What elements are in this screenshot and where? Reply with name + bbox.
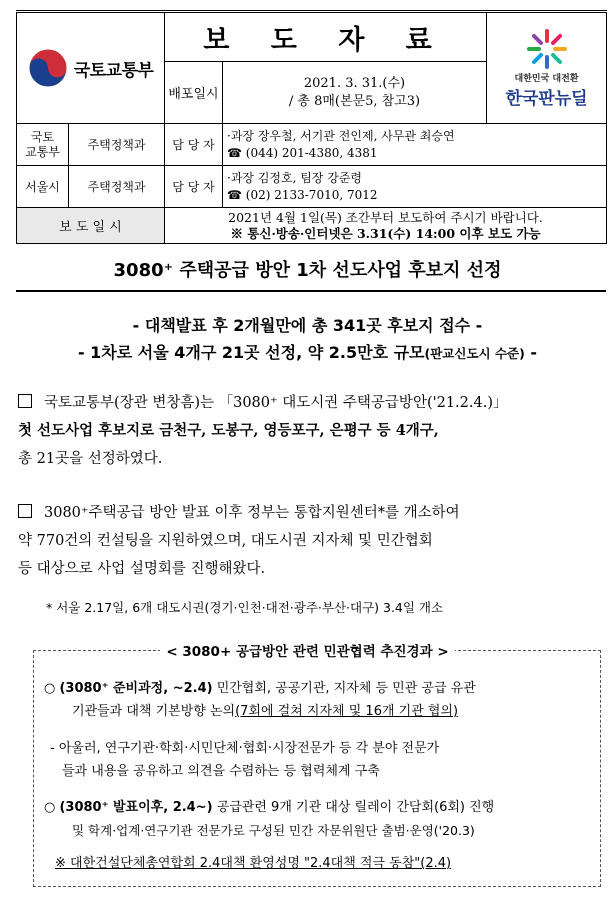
release-date: 2021. 3. 31.(수) <box>303 75 406 91</box>
paragraph-1-line-2: 첫 선도사업 후보지로 금천구, 도봉구, 영등포구, 은평구 등 4개구, <box>18 422 439 439</box>
ministry-logo-cell <box>17 12 165 124</box>
title-divider <box>16 290 606 292</box>
embargo-label: 보 도 일 시 <box>17 208 165 244</box>
new-deal-logo-icon <box>525 27 569 71</box>
contact-names-1: ·과장 장우철, 서기관 전인제, 사무관 최승연 <box>227 128 455 143</box>
release-date-cell <box>223 62 487 124</box>
contact-org-2: 서울시 <box>17 166 69 208</box>
contact-phone-1: ☎ (044) 201-4380, 4381 <box>227 145 378 160</box>
contact-dept-1: 주택정책과 <box>69 124 165 166</box>
contact-info-2 <box>223 166 607 208</box>
subtitle-2-main: - 1차로 서울 4개구 21곳 선정, 약 2.5만호 규모 <box>77 343 425 362</box>
embargo-line-1: 2021년 4월 1일(목) 조간부터 보도하여 주시기 바랍니다. <box>228 209 543 225</box>
brand-title: 한국판뉴딜 <box>505 89 588 109</box>
box-item-2-line-1: - 아울러, 연구기관·학회·시민단체·협회·시장전문가 등 각 분야 전문가 <box>50 741 440 756</box>
header-table <box>16 10 607 244</box>
paragraph-1-line-3: 총 21곳을 선정하였다. <box>18 451 163 467</box>
box-item-1-line-2 <box>44 700 594 723</box>
contact-phone-2: ☎ (02) 2133-7010, 7012 <box>227 187 378 202</box>
page-count: / 총 8매(본문5, 참고3) <box>288 93 421 109</box>
government-emblem-icon <box>28 48 68 88</box>
main-title: 3080⁺ 주택공급 방안 1차 선도사업 후보지 선정 <box>113 260 502 281</box>
box-item-3-text-a: 공급관련 9개 기관 대상 릴레이 간담회(6회) 진행 <box>212 800 495 815</box>
box-item-3-line-1 <box>44 796 594 819</box>
release-label: 배포일시 <box>165 62 223 124</box>
paragraph-2-line-2: 약 770건의 컨설팅을 지원하였으며, 대도시권 지자체 및 민간협회 <box>18 533 433 549</box>
brand-subtitle: 대한민국 대전환 <box>514 74 579 84</box>
box-item-1-text-b: 기관들과 대책 기본방향 논의 <box>72 704 236 719</box>
subtitle-2-note: (판교신도시 수준) <box>424 346 525 361</box>
contact-names-2: ·과장 김정호, 팀장 강준령 <box>227 170 362 185</box>
contact-info-1 <box>223 124 607 166</box>
contact-org-1: 국토 교통부 <box>17 124 69 166</box>
paragraph-2-line-3: 등 대상으로 사업 설명회를 진행해왔다. <box>18 561 266 577</box>
cooperation-box-title <box>0 640 615 660</box>
paragraph-1 <box>18 389 606 473</box>
box-item-1 <box>44 677 594 723</box>
paragraph-1-text-a: 국토교통부(장관 변창흠)는 「3080⁺ 대도시권 주택공급방안('21.2.4.)」 <box>44 395 508 411</box>
contact-role-2: 담 당 자 <box>165 166 223 208</box>
box-item-3-line-2: 및 학계·업계·연구기관 전문가로 구성된 민간 자문위원단 출범·운영('20.3) <box>72 823 475 838</box>
embargo-line-2: ※ 통신·방송·인터넷은 3.31(수) 14:00 이후 보도 가능 <box>230 225 541 241</box>
subtitle-2-end: - <box>524 343 538 362</box>
contact-role-1: 담 당 자 <box>165 124 223 166</box>
paragraph-2 <box>18 499 606 583</box>
cooperation-box-title-text: < 3080+ 공급방안 관련 민관협력 추진경과 > <box>160 644 454 660</box>
box-item-1-line-1 <box>44 677 594 700</box>
subtitle-2 <box>0 340 615 363</box>
paragraph-2-line-1 <box>18 499 606 527</box>
box-item-3 <box>44 796 594 842</box>
ministry-name: 국토교통부 <box>73 60 154 81</box>
embargo-info <box>165 208 607 244</box>
circle-bullet-icon: ○ <box>44 681 60 696</box>
paragraph-1-line-1 <box>18 389 606 417</box>
subtitle-1: - 대책발표 후 2개월만에 총 341곳 후보지 접수 - <box>132 316 483 335</box>
doc-title: 보 도 자 료 <box>165 12 487 62</box>
bullet-box-icon <box>18 394 32 408</box>
box-item-2-line-2: 들과 내용을 공유하고 의견을 수렴하는 등 협력체계 구축 <box>62 764 380 779</box>
paragraph-2-text-a: 3080⁺주택공급 방안 발표 이후 정부는 통합지원센터*를 개소하여 <box>44 505 460 521</box>
box-item-1-head: (3080⁺ 준비과정, ~2.4) <box>59 681 213 696</box>
contact-dept-2: 주택정책과 <box>69 166 165 208</box>
brand-logo-cell <box>487 12 607 124</box>
bullet-box-icon <box>18 504 32 518</box>
box-item-4 <box>55 852 595 875</box>
box-item-1-text-c: (7회에 걸쳐 지자체 및 16개 기관 협의) <box>235 704 459 719</box>
box-item-3-head: (3080⁺ 발표이후, 2.4~) <box>59 800 213 815</box>
circle-bullet-icon: ○ <box>44 800 60 815</box>
footnote: * 서울 2.17일, 6개 대도시권(경기·인천·대전·광주·부산·대구) 3.4일 개소 <box>46 600 444 615</box>
box-item-1-text-a: 민간협회, 공공기관, 지자체 등 민관 공급 유관 <box>212 681 476 696</box>
box-item-2 <box>50 737 595 783</box>
box-item-4-text: ※ 대한건설단체총연합회 2.4대책 환영성명 "2.4대책 적극 동참"(2.4) <box>55 856 452 871</box>
